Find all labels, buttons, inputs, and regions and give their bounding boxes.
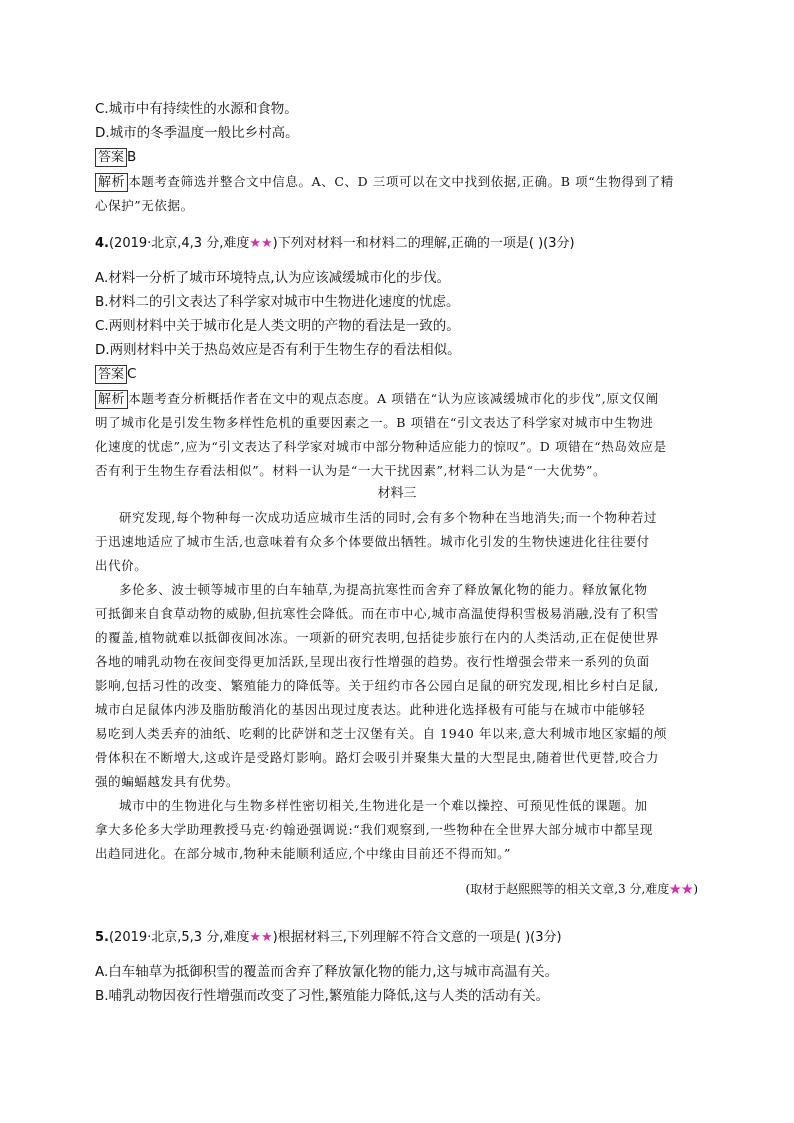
material-3-line: 易吃到人类丢弃的油纸、吃剩的比萨饼和芝士汉堡有关。自 1940 年以来,意大利城市地区家蝠的颅	[95, 726, 667, 741]
material-3-line: 于迅速地适应了城市生活,也意味着有众多个体要做出牺牲。城市化引发的生物快速进化往往要付	[95, 534, 650, 549]
q4-option-c: C.两则材料中关于城市化是人类文明的产物的看法是一致的。	[95, 318, 460, 334]
q4-option-b: B.材料二的引文表达了科学家对城市中生物进化速度的忧虑。	[95, 294, 460, 310]
q4-analysis-line-3: 化速度的忧虑”,应为“引文表达了科学家对城市中部分物种适应能力的惊叹”。D 项错在“热岛效应是	[95, 439, 667, 454]
answer-value: C	[127, 366, 137, 382]
material-3-line: 出代价。	[95, 558, 148, 573]
material-3-line: 城市白足鼠体内涉及脂肪酸消化的基因出现过度表达。此种进化选择极有可能与在城市中能够轻	[95, 702, 646, 717]
material-3-line: 研究发现,每个物种每一次成功适应城市生活的同时,会有多个物种在当地消失;而一个物种若过	[119, 510, 657, 525]
material-3-line: 强的蝙蝠越发具有优势。	[95, 774, 240, 789]
q5-option-a: A.白车轴草为抵御积雪的覆盖而舍弃了释放氰化物的能力,这与城市高温有关。	[95, 964, 559, 980]
q4-stem: 4.(2019·北京,4,3 分,难度★★)下列对材料一和材料二的理解,正确的一项是( )(3分)	[95, 236, 575, 251]
material-3-line: 骨体积在不断增大,这或许是受路灯影响。路灯会吸引并聚集大量的大型昆虫,随着世代更替,咬合力	[95, 750, 659, 765]
q5-option-b: B.哺乳动物因夜行性增强而改变了习性,繁殖能力降低,这与人类的活动有关。	[95, 988, 550, 1004]
q3-answer	[95, 147, 136, 167]
q3-analysis-line-2: 心保护”无依据。	[95, 198, 194, 213]
analysis-label: 解析	[95, 173, 128, 192]
material-3-line: 各地的哺乳动物在夜间变得更加活跃,呈现出夜行性增强的趋势。夜行性增强会带来一系列的负面	[95, 654, 650, 669]
q3-option-d: D.城市的冬季温度一般比乡村高。	[95, 125, 299, 141]
difficulty-stars: ★★	[669, 882, 694, 896]
q4-option-a: A.材料一分析了城市环境特点,认为应该减缓城市化的步伐。	[95, 270, 451, 286]
q5-stem: 5.(2019·北京,5,3 分,难度★★)根据材料三,下列理解不符合文意的一项是( )(3分)	[95, 930, 562, 945]
difficulty-stars: ★★	[249, 930, 273, 945]
difficulty-stars: ★★	[249, 236, 273, 251]
q4-answer	[95, 364, 136, 384]
material-3-line: 出趋同进化。在部分城市,物种未能顺利适应,个中缘由目前还不得而知。”	[95, 846, 511, 861]
material-3-line: 城市中的生物进化与生物多样性密切相关,生物进化是一个难以操控、可预见性低的课题。加	[119, 798, 648, 813]
q4-analysis-line-4: 否有利于生物生存看法相似”。材料一认为是“一大干扰因素”,材料二认为是“一大优势”。	[95, 463, 607, 478]
answer-label: 答案	[95, 365, 127, 384]
q3-option-c: C.城市中有持续性的水源和食物。	[95, 101, 298, 117]
q4-option-d: D.两则材料中关于热岛效应是否有利于生物生存的看法相似。	[95, 342, 461, 358]
answer-value: B	[127, 149, 137, 165]
q4-analysis-line-1: 解析 本题考查分析概括作者在文中的观点态度。A 项错在“认为应该减缓城市化的步伐”,原文仅阐	[95, 389, 659, 409]
q3-analysis-line-1: 解析 本题考查筛选并整合文中信息。A、C、D 三项可以在文中找到依据,正确。B 项“生物得到了精	[95, 172, 674, 192]
material-3-line: 可抵御来自食草动物的威胁,但抗寒性会降低。而在市中心,城市高温使得积雪极易消融,没有了积雪	[95, 606, 659, 621]
q4-analysis-line-2: 明了城市化是引发生物多样性危机的重要因素之一。B 项错在“引文表达了科学家对城市中生物进	[95, 415, 654, 430]
material-3-line: 多伦多、波士顿等城市里的白车轴草,为提高抗寒性而舍弃了释放氰化物的能力。释放氰化物	[119, 582, 648, 597]
material-3-line: 拿大多伦多大学助理教授马克·约翰逊强调说:“我们观察到,一些物种在全世界大部分城市中都呈现	[95, 822, 654, 837]
material-3-line: 的覆盖,植物就难以抵御夜间冰冻。一项新的研究表明,包括徒步旅行在内的人类活动,正在促使世界	[95, 630, 659, 645]
answer-label: 答案	[95, 148, 127, 167]
analysis-label: 解析	[95, 390, 128, 409]
material-3-source: (取材于赵熙熙等的相关文章,3 分,难度★★)	[465, 882, 698, 896]
material-3-title: 材料三	[377, 486, 417, 501]
material-3-line: 影响,包括习性的改变、繁殖能力的降低等。关于纽约市各公园白足鼠的研究发现,相比乡村白足鼠,	[95, 678, 659, 693]
